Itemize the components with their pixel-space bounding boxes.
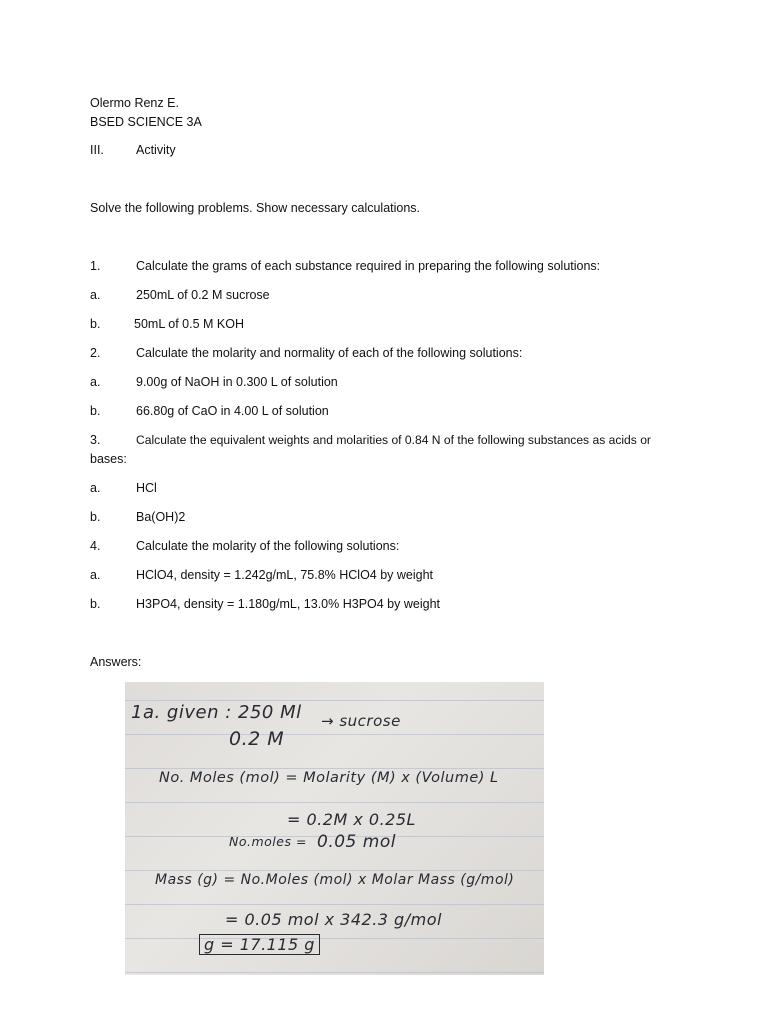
handwritten-sucrose: → sucrose	[321, 712, 401, 730]
item-number: a.	[90, 481, 101, 495]
item-number: b.	[90, 510, 101, 524]
handwritten-mass-formula: Mass (g) = No.Moles (mol) x Molar Mass (g/mol)	[155, 872, 515, 888]
student-course: BSED SCIENCE 3A	[90, 115, 202, 129]
item-number: b.	[90, 404, 101, 418]
item-text: Ba(OH)2	[136, 510, 186, 524]
item-text: Calculate the molarity and normality of each of the following solutions:	[136, 346, 523, 360]
item-text-continued: bases:	[90, 452, 127, 466]
item-number: a.	[90, 288, 101, 302]
handwritten-mass-substitution: = 0.05 mol x 342.3 g/mol	[225, 910, 442, 929]
item-text: Calculate the grams of each substance required in preparing the following solutions:	[136, 259, 601, 273]
handwritten-substitution: = 0.2M x 0.25L	[287, 810, 416, 829]
item-text: H3PO4, density = 1.180g/mL, 13.0% H3PO4 by weight	[136, 597, 440, 611]
item-text: 250mL of 0.2 M sucrose	[136, 288, 270, 302]
item-number: a.	[90, 568, 101, 582]
item-number: b.	[90, 317, 101, 331]
item-number: 3.	[90, 433, 101, 447]
handwritten-moles-formula: No. Moles (mol) = Molarity (M) x (Volume) L	[159, 770, 499, 786]
item-text: Calculate the equivalent weights and molarities of 0.84 N of the following substances as acids or	[136, 433, 651, 447]
handwritten-moles-result: 0.05 mol	[317, 832, 396, 852]
item-number: b.	[90, 597, 101, 611]
instructions: Solve the following problems. Show necessary calculations.	[90, 201, 421, 215]
section-title: Activity	[136, 143, 176, 157]
item-text: 66.80g of CaO in 4.00 L of solution	[136, 404, 329, 418]
item-number: 1.	[90, 259, 101, 273]
item-text: Calculate the molarity of the following solutions:	[136, 539, 400, 553]
answers-label: Answers:	[90, 655, 142, 669]
item-number: a.	[90, 375, 101, 389]
handwritten-answer-photo	[125, 682, 544, 975]
student-name: Olermo Renz E.	[90, 96, 179, 110]
handwritten-final-answer: g = 17.115 g	[199, 934, 320, 955]
section-number: III.	[90, 143, 104, 157]
item-number: 2.	[90, 346, 101, 360]
item-text: HCl	[136, 481, 157, 495]
item-text: 9.00g of NaOH in 0.300 L of solution	[136, 375, 338, 389]
handwritten-moles-label: No.moles =	[229, 834, 307, 849]
item-number: 4.	[90, 539, 101, 553]
handwritten-molarity-given: 0.2 M	[229, 728, 285, 750]
item-text: 50mL of 0.5 M KOH	[134, 317, 244, 331]
item-text: HClO4, density = 1.242g/mL, 75.8% HClO4 by weight	[136, 568, 434, 582]
handwritten-given: 1a. given : 250 Ml	[131, 702, 302, 723]
